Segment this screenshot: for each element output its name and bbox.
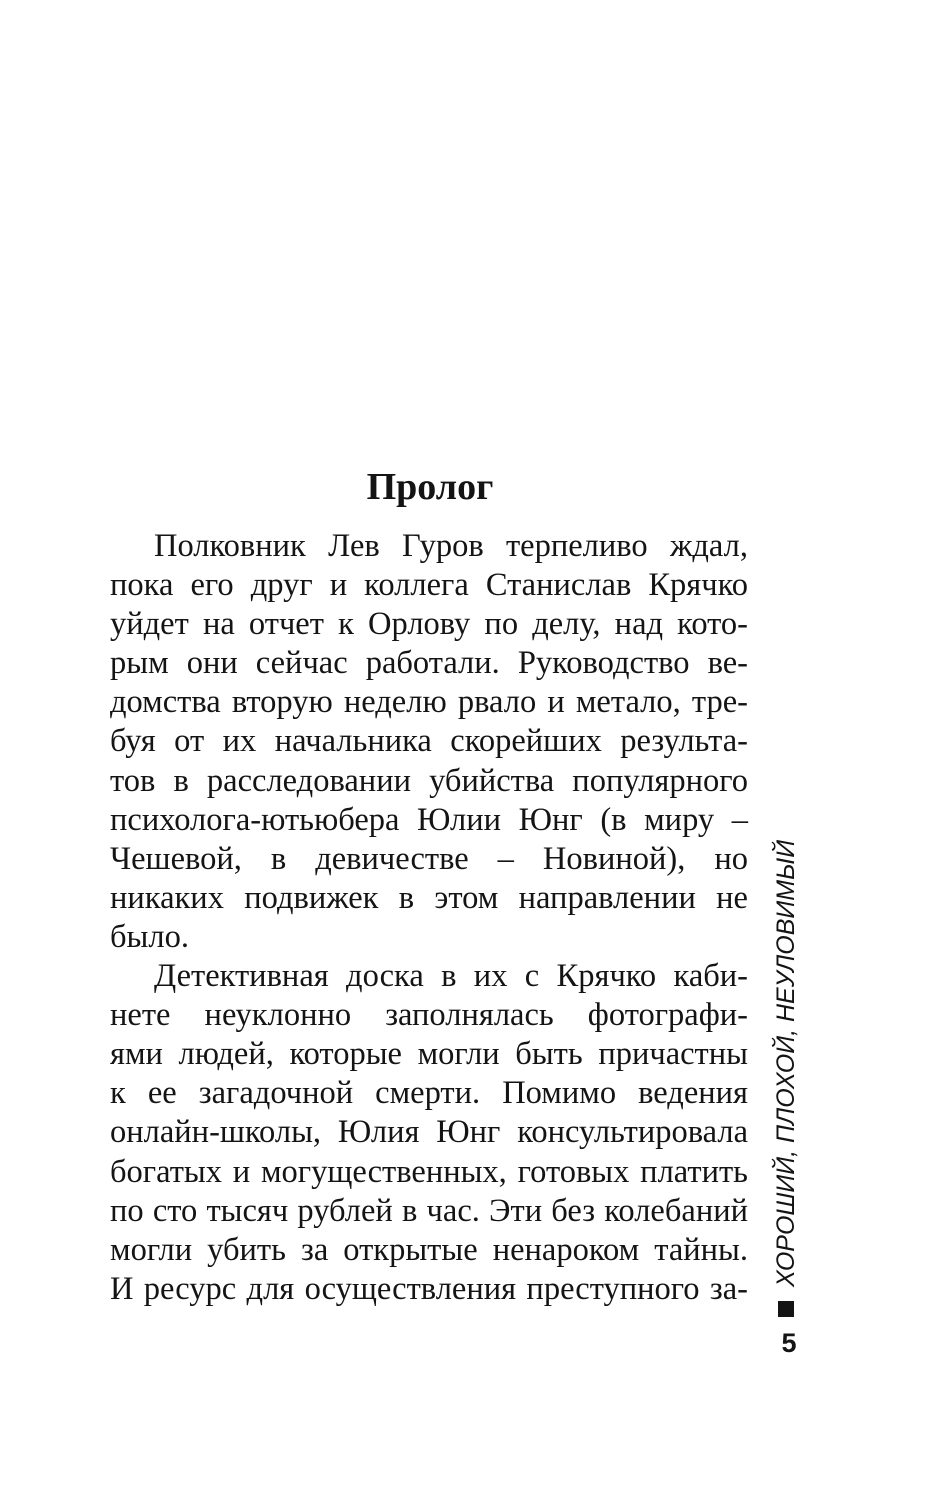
body-text xyxy=(110,527,748,1309)
text-line: по сто тысяч рублей в час. Эти без колебаний xyxy=(110,1192,748,1229)
text-line: пока его друг и коллега Станислав Крячко xyxy=(110,567,748,604)
text-line: было. xyxy=(110,918,189,955)
page-number: 5 xyxy=(781,1328,797,1358)
text-line: уйдет на отчет к Орлову по делу, над кото- xyxy=(110,606,748,643)
text-line: Чешевой, в девичестве – Новиной), но xyxy=(110,840,748,877)
text-line: никаких подвижек в этом направлении не xyxy=(110,879,748,916)
text-line: могли убить за открытые ненароком тайны. xyxy=(110,1231,748,1268)
text-line: И ресурс для осуществления преступного за- xyxy=(110,1270,748,1307)
text-line: богатых и могущественных, готовых платить xyxy=(110,1153,748,1190)
text-line: ями людей, которые могли быть причастны xyxy=(110,1036,748,1073)
chapter-title: Пролог xyxy=(366,466,494,508)
text-line: домства вторую неделю рвало и метало, тре- xyxy=(110,684,748,721)
text-line: нете неуклонно заполнялась фотографи- xyxy=(110,997,748,1034)
text-line: психолога-ютьюбера Юлии Юнг (в миру – xyxy=(110,801,748,838)
text-line: Полковник Лев Гуров терпеливо ждал, xyxy=(154,528,748,564)
text-line: тов в расследовании убийства популярного xyxy=(110,762,748,799)
text-line: к ее загадочной смерти. Помимо ведения xyxy=(110,1075,748,1112)
square-bullet-icon xyxy=(778,1301,794,1317)
text-line: буя от их начальника скорейших результа- xyxy=(110,723,748,760)
running-head xyxy=(771,840,801,1317)
running-head-text: ХОРОШИЙ, ПЛОХОЙ, НЕУЛОВИМЫЙ xyxy=(772,839,800,1287)
text-line: Детективная доска в их с Крячко каби- xyxy=(154,958,748,995)
text-line: рым они сейчас работали. Руководство ве- xyxy=(110,645,748,682)
text-line: онлайн-школы, Юлия Юнг консультировала xyxy=(110,1114,748,1151)
